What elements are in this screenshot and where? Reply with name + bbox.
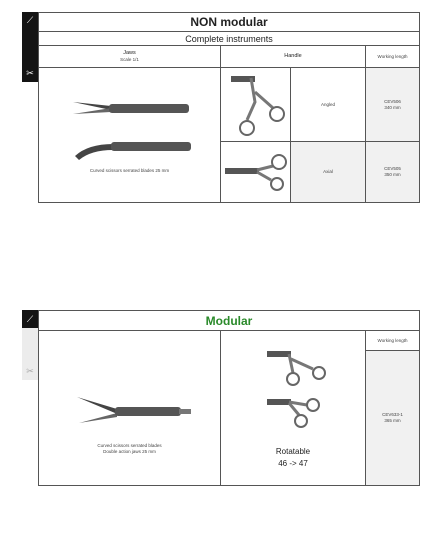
jaws-label: Jaws bbox=[123, 50, 136, 56]
jaw-caption-line1: Curved scissors serrated blades bbox=[97, 443, 162, 448]
code-cell bbox=[366, 351, 420, 486]
handle-type: Angled bbox=[291, 68, 366, 142]
section-title: NON modular bbox=[39, 13, 420, 32]
section-subtitle: Complete instruments bbox=[39, 32, 420, 46]
handle-header: Handle bbox=[221, 46, 366, 68]
rotatable-handle-image bbox=[263, 345, 333, 435]
jaw-image-cell bbox=[39, 331, 221, 486]
modular-table bbox=[38, 310, 420, 486]
double-action-jaw-image bbox=[75, 391, 195, 431]
section-marker-bar bbox=[22, 310, 38, 380]
product-length: 350 mm bbox=[384, 172, 401, 177]
jaw-image-cell bbox=[39, 68, 221, 203]
code-cell bbox=[366, 68, 420, 142]
product-code: CEV633-1 bbox=[382, 412, 403, 417]
jaws-header bbox=[39, 46, 221, 68]
jaw-caption: Curved scissors serrated blades 25 mm bbox=[89, 168, 170, 173]
jaw-caption-line2: Double action jaws 25 mm bbox=[103, 449, 156, 454]
axial-handle-image bbox=[223, 152, 289, 192]
rotatable-handle-cell bbox=[221, 331, 366, 486]
section-title: Modular bbox=[39, 311, 420, 331]
instrument-icon: ⟋ bbox=[26, 15, 34, 25]
scissors-icon: ✂ bbox=[26, 366, 34, 376]
angled-handle-image bbox=[225, 72, 287, 138]
angled-handle-image-cell bbox=[221, 68, 291, 142]
non-modular-table bbox=[38, 12, 420, 203]
straight-jaw-image bbox=[71, 86, 191, 126]
handle-label: Rotatable bbox=[275, 447, 311, 456]
curved-jaw-image bbox=[73, 134, 193, 164]
handle-type: Axial bbox=[291, 142, 366, 203]
section-marker-bar bbox=[22, 12, 38, 82]
handle-range: 46 -> 47 bbox=[278, 459, 308, 468]
working-length-header: Working length bbox=[366, 331, 420, 351]
axial-handle-image-cell bbox=[221, 142, 291, 203]
product-code: CEV505 bbox=[384, 166, 401, 171]
product-length: 365 mm bbox=[384, 418, 401, 423]
working-length-header: Working length bbox=[366, 46, 420, 68]
code-cell bbox=[366, 142, 420, 203]
instrument-icon: ⟋ bbox=[26, 314, 34, 324]
scale-label: Scale 1/1 bbox=[120, 57, 139, 62]
product-length: 340 mm bbox=[384, 104, 401, 110]
scissors-icon: ✂ bbox=[26, 68, 34, 78]
product-code: CEV506 bbox=[384, 98, 401, 104]
